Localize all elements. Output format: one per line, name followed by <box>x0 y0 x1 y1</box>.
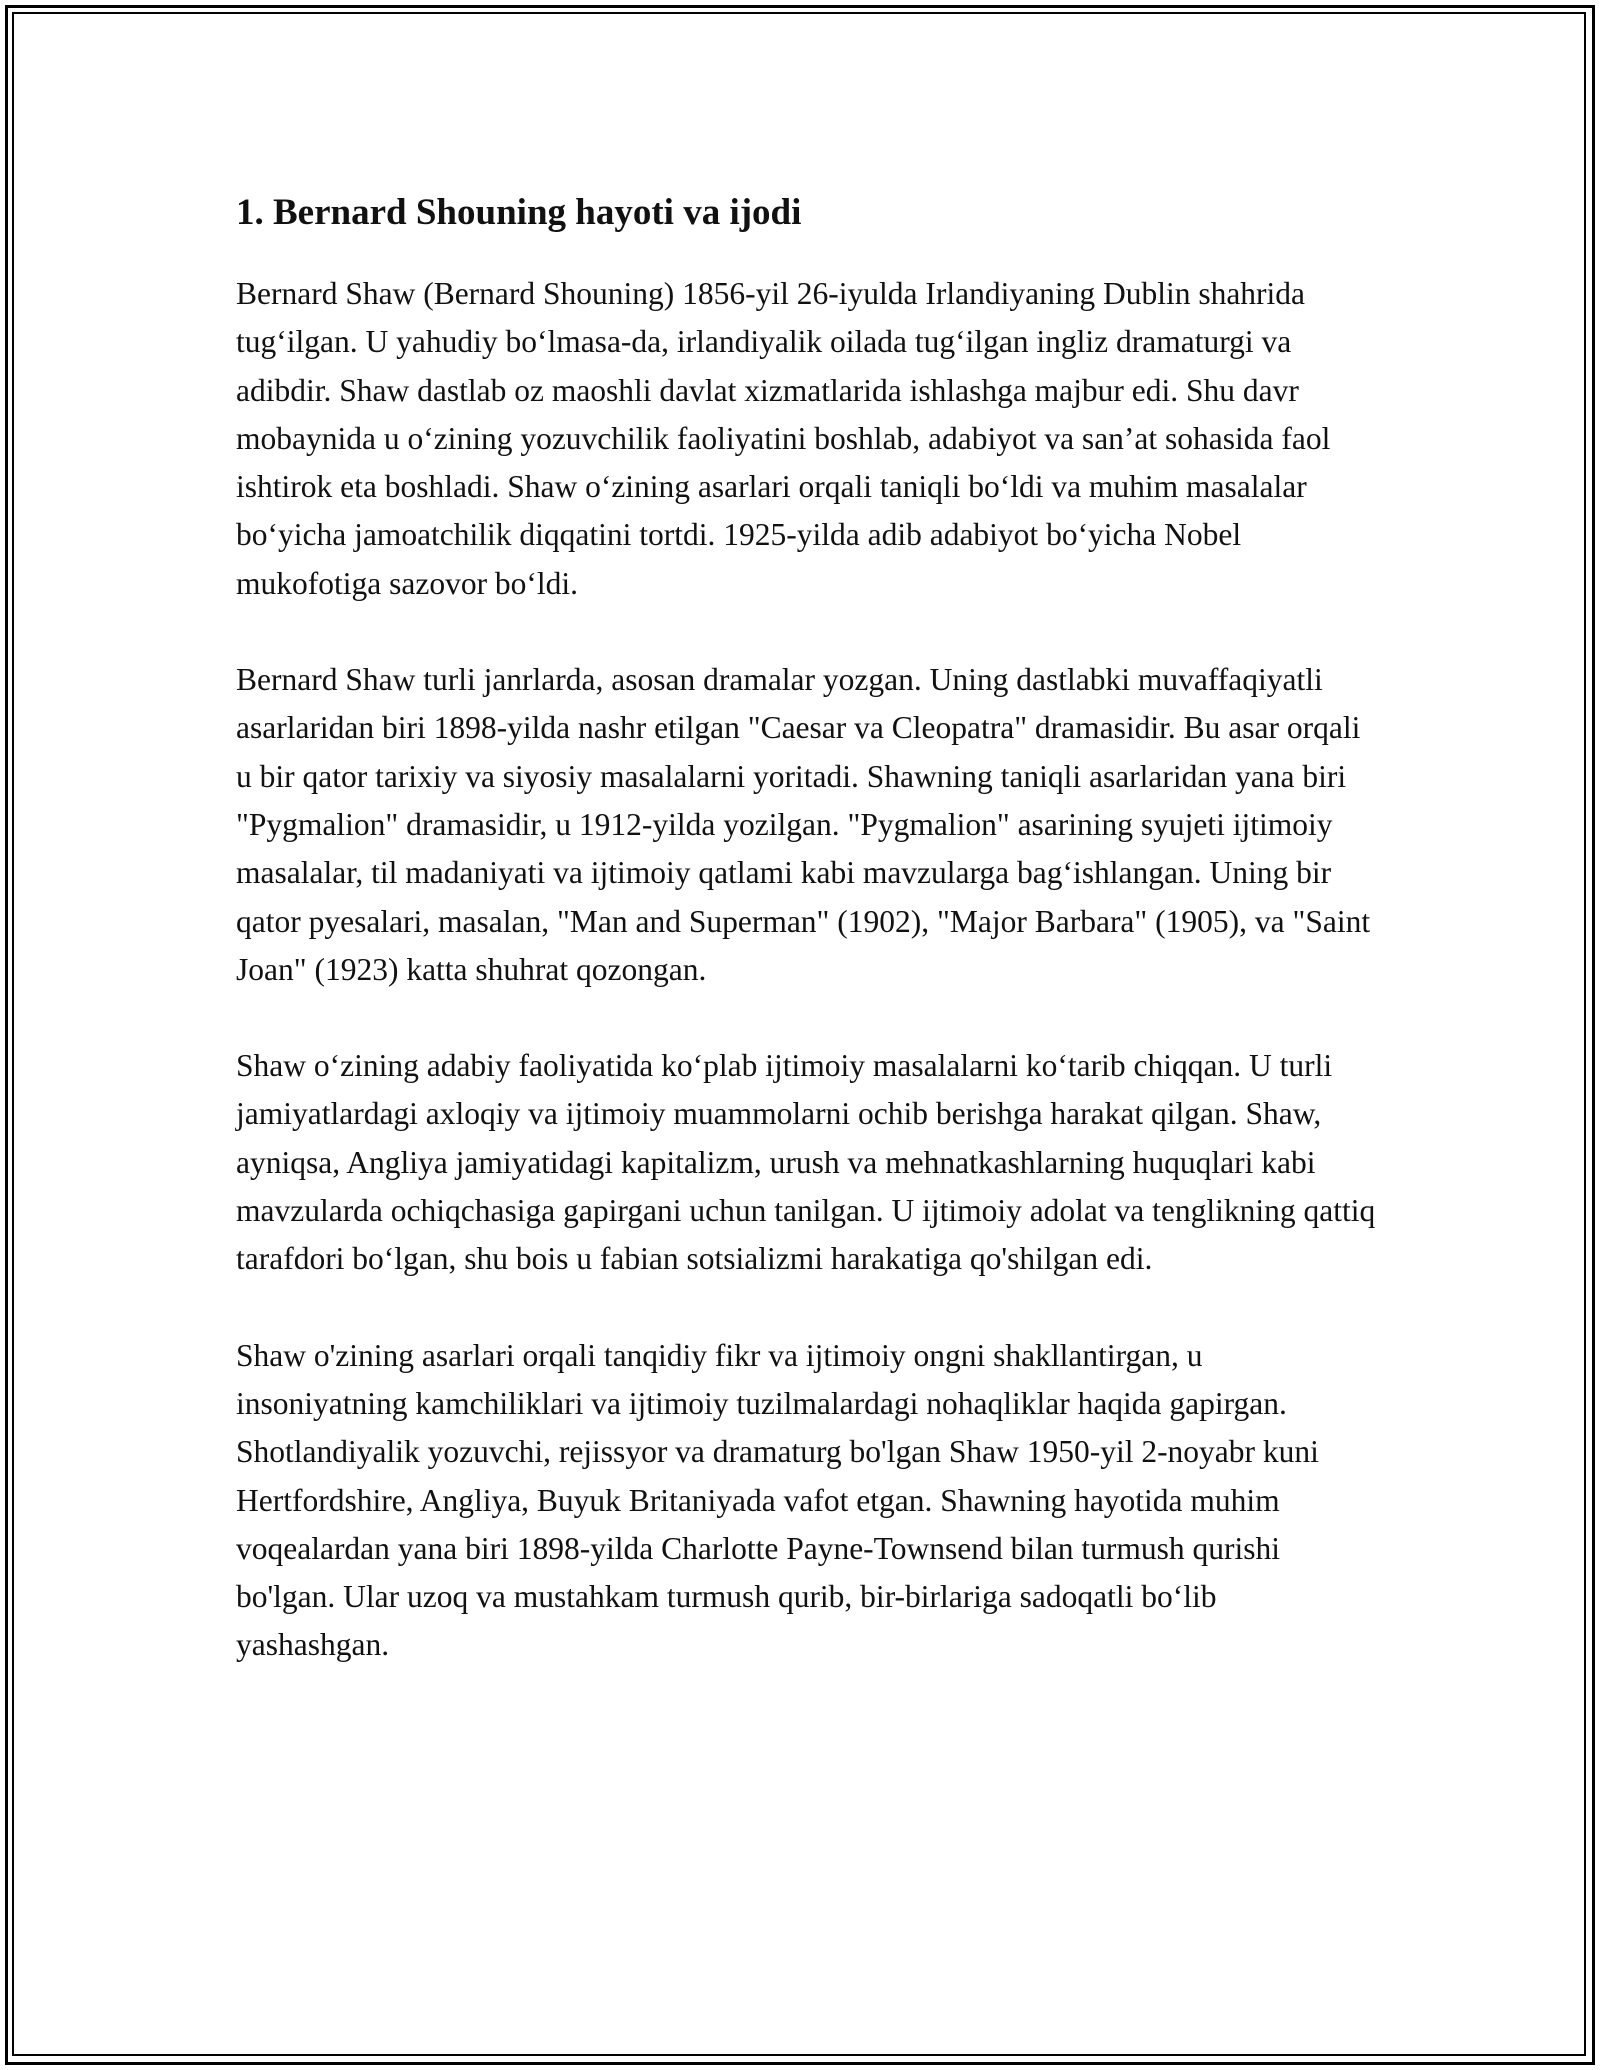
paragraph-legacy: Shaw o'zining asarlari orqali tanqidiy fikr va ijtimoiy ongni shakllantirgan, u insoniyatning kamchiliklari va ijtimoiy tuzilmalardagi nohaqliklar haqida gapirgan. Shotlandiyalik yozuvchi, rejissyor va dramaturg bo'lgan Shaw 1950-yil 2-noyabr kuni Hertfordshire, Angliya, Buyuk Britaniyada vafot etgan. Shawning hayotida muhim voqealardan yana biri 1898-yilda Charlotte Payne-Townsend bilan turmush qurishi bo'lgan. Ular uzoq va mustahkam turmush qurib, bir-birlariga sadoqatli bo‘lib yashashgan. <box>236 1337 1319 1663</box>
document-body <box>236 186 1376 1670</box>
section-title: 1. Bernard Shouning hayoti va ijodi <box>236 192 802 233</box>
paragraph-works: Bernard Shaw turli janrlarda, asosan dramalar yozgan. Uning dastlabki muvaffaqiyatli asarlaridan biri 1898-yilda nashr etilgan "Caesar va Cleopatra" dramasidir. Bu asar orqali u bir qator tarixiy va siyosiy masalalarni yoritadi. Shawning taniqli asarlaridan yana biri "Pygmalion" dramasidir, u 1912-yilda yozilgan. "Pygmalion" asarining syujeti ijtimoiy masalalar, til madaniyati va ijtimoiy qatlami kabi mavzularga bag‘ishlangan. Uning bir qator pyesalari, masalan, "Man and Superman" (1902), "Major Barbara" (1905), va "Saint Joan" (1923) katta shuhrat qozongan. <box>236 662 1371 987</box>
paragraph-biography: Bernard Shaw (Bernard Shouning) 1856-yil 26-iyulda Irlandiyaning Dublin shahrida tug‘ilgan. U yahudiy bo‘lmasa-da, irlandiyalik oilada tug‘ilgan ingliz dramaturgi va adibdir. Shaw dastlab oz maoshli davlat xizmatlarida ishlashga majbur edi. Shu davr mobaynida u o‘zining yozuvchilik faoliyatini boshlab, adabiyot va san’at sohasida faol ishtirok eta boshladi. Shaw o‘zining asarlari orqali taniqli bo‘ldi va muhim masalalar bo‘yicha jamoatchilik diqqatini tortdi. 1925-yilda adib adabiyot bo‘yicha Nobel mukofotiga sazovor bo‘ldi. <box>236 276 1331 601</box>
paragraph-social-themes: Shaw o‘zining adabiy faoliyatida ko‘plab ijtimoiy masalalarni ko‘tarib chiqqan. U turli jamiyatlardagi axloqiy va ijtimoiy muammolarni ochib berishga harakat qilgan. Shaw, ayniqsa, Angliya jamiyatidagi kapitalizm, urush va mehnatkashlarning huquqlari kabi mavzularda ochiqchasiga gapirgani uchun tanilgan. U ijtimoiy adolat va tenglikning qattiq tarafdori bo‘lgan, shu bois u fabian sotsializmi harakatiga qo'shilgan edi. <box>236 1048 1376 1277</box>
